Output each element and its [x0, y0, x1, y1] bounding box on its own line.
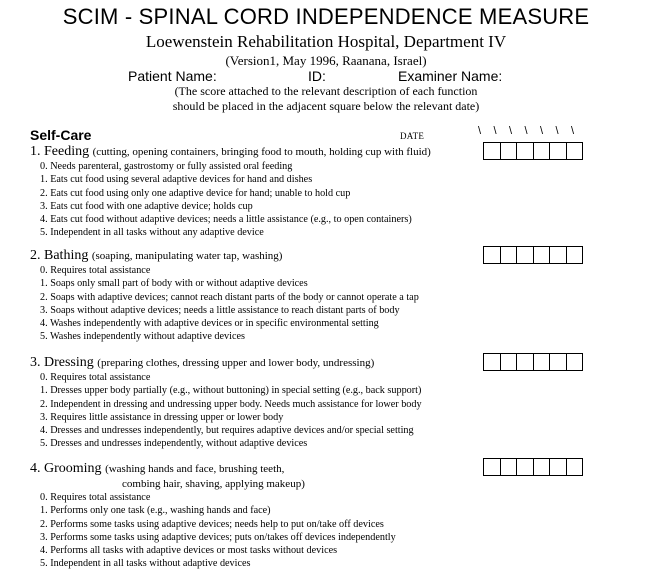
item-title: 2. Bathing	[30, 248, 89, 263]
score-cell[interactable]	[550, 143, 567, 159]
hospital-name: Loewenstein Rehabilitation Hospital, Department IV	[145, 32, 507, 51]
option: 2. Independent in dressing and undressing upper body. Needs much assistance for lower body	[40, 398, 422, 410]
option: 4. Washes independently with adaptive devices or in specific environmental setting	[40, 318, 379, 330]
patient-name-label: Patient Name:	[128, 68, 217, 84]
date-column-markers	[478, 125, 588, 137]
score-cell[interactable]	[550, 459, 567, 475]
item-heading	[30, 355, 470, 371]
score-cell[interactable]	[484, 247, 501, 263]
examiner-name-label: Examiner Name:	[398, 68, 503, 84]
option: 1. Performs only one task (e.g., washing hands and face)	[40, 505, 271, 517]
option: 5. Washes independently without adaptive devices	[40, 331, 245, 343]
item-title: 3. Dressing	[30, 355, 94, 370]
option: 1. Dresses upper body partially (e.g., without buttoning) in special setting (e.g., back support)	[40, 385, 422, 397]
version-info: (Version1, May 1996, Raanana, Israel)	[225, 53, 427, 68]
date-column-slash: \	[540, 125, 544, 137]
score-cell[interactable]	[501, 247, 518, 263]
item-description-continued: combing hair, shaving, applying makeup)	[122, 478, 305, 490]
score-cell[interactable]	[484, 354, 501, 370]
option: 3. Soaps without adaptive devices; needs a little assistance to reach distant parts of body	[40, 304, 400, 316]
score-cell[interactable]	[501, 354, 518, 370]
option: 2. Performs some tasks using adaptive devices; needs help to put on/take off devices	[40, 518, 384, 530]
item-title: 1. Feeding	[30, 144, 90, 159]
option: 1. Eats cut food using several adaptive devices for hand and dishes	[40, 174, 313, 186]
score-cell[interactable]	[501, 143, 518, 159]
score-cell[interactable]	[550, 354, 567, 370]
score-cell[interactable]	[567, 354, 583, 370]
score-cell[interactable]	[534, 354, 551, 370]
page-title: SCIM - SPINAL CORD INDEPENDENCE MEASURE	[62, 4, 590, 29]
item-feeding	[30, 144, 470, 240]
item-bathing	[30, 248, 470, 344]
option: 5. Dresses and undresses independently, without adaptive devices	[40, 438, 308, 450]
score-box-bathing	[483, 246, 583, 264]
score-box-dressing	[483, 353, 583, 371]
score-cell[interactable]	[517, 143, 534, 159]
score-box-grooming	[483, 458, 583, 476]
item-description: (washing hands and face, brushing teeth,	[105, 463, 285, 475]
option: 3. Eats cut food with one adaptive device; holds cup	[40, 200, 253, 212]
score-cell[interactable]	[517, 459, 534, 475]
option: 2. Eats cut food using only one adaptive device for hand; unable to hold cup	[40, 187, 351, 199]
score-cell[interactable]	[550, 247, 567, 263]
score-cell[interactable]	[534, 459, 551, 475]
score-box-feeding	[483, 142, 583, 160]
date-column-slash: \	[509, 125, 513, 137]
option: 3. Requires little assistance in dressing upper or lower body	[40, 411, 284, 423]
option: 4. Dresses and undresses independently, but requires adaptive devices and/or special setting	[40, 425, 414, 437]
item-grooming	[30, 461, 470, 571]
option: 4. Performs all tasks with adaptive devices or most tasks without devices	[40, 545, 338, 557]
section-heading: Self-Care	[30, 127, 92, 143]
item-description: (preparing clothes, dressing upper and lower body, undressing)	[97, 357, 375, 369]
score-cell[interactable]	[534, 247, 551, 263]
score-cell[interactable]	[567, 143, 583, 159]
score-cell[interactable]	[484, 143, 501, 159]
option: 3. Performs some tasks using adaptive devices; puts on/takes off devices independently	[40, 531, 396, 543]
score-cell[interactable]	[484, 459, 501, 475]
score-cell[interactable]	[517, 247, 534, 263]
date-column-slash: \	[571, 125, 575, 137]
option: 2. Soaps with adaptive devices; cannot reach distant parts of the body or cannot operate a tap	[40, 291, 419, 303]
option: 0. Requires total assistance	[40, 265, 151, 276]
instructions-note	[0, 84, 652, 114]
option: 5. Independent in all tasks without any adaptive device	[40, 227, 264, 239]
option: 0. Requires total assistance	[40, 372, 151, 383]
item-description: (soaping, manipulating water tap, washing)	[91, 250, 283, 262]
date-label: DATE	[400, 131, 425, 141]
item-description: (cutting, opening containers, bringing food to mouth, holding cup with fluid)	[92, 146, 431, 158]
option: 0. Requires total assistance	[40, 492, 151, 503]
item-heading	[30, 144, 470, 160]
option: 0. Needs parenteral, gastrostomy or fully assisted oral feeding	[40, 161, 293, 172]
score-cell[interactable]	[517, 354, 534, 370]
score-cell[interactable]	[567, 459, 583, 475]
item-title: 4. Grooming	[30, 461, 102, 476]
score-cell[interactable]	[567, 247, 583, 263]
date-column-slash: \	[524, 125, 528, 137]
item-heading	[30, 248, 470, 264]
item-heading	[30, 461, 470, 477]
date-column-slash: \	[555, 125, 559, 137]
score-cell[interactable]	[501, 459, 518, 475]
option: 1. Soaps only small part of body with or without adaptive devices	[40, 278, 308, 290]
note-line-2: should be placed in the adjacent square below the relevant date)	[172, 99, 480, 113]
date-column-slash: \	[493, 125, 497, 137]
score-cell[interactable]	[534, 143, 551, 159]
date-column-slash: \	[478, 125, 482, 137]
option: 4. Eats cut food without adaptive devices; needs a little assistance (e.g., to open containers)	[40, 214, 412, 226]
id-label: ID:	[308, 68, 326, 84]
note-line-1: (The score attached to the relevant description of each function	[174, 84, 478, 98]
item-dressing	[30, 355, 470, 451]
option: 5. Independent in all tasks without adaptive devices	[40, 558, 251, 570]
